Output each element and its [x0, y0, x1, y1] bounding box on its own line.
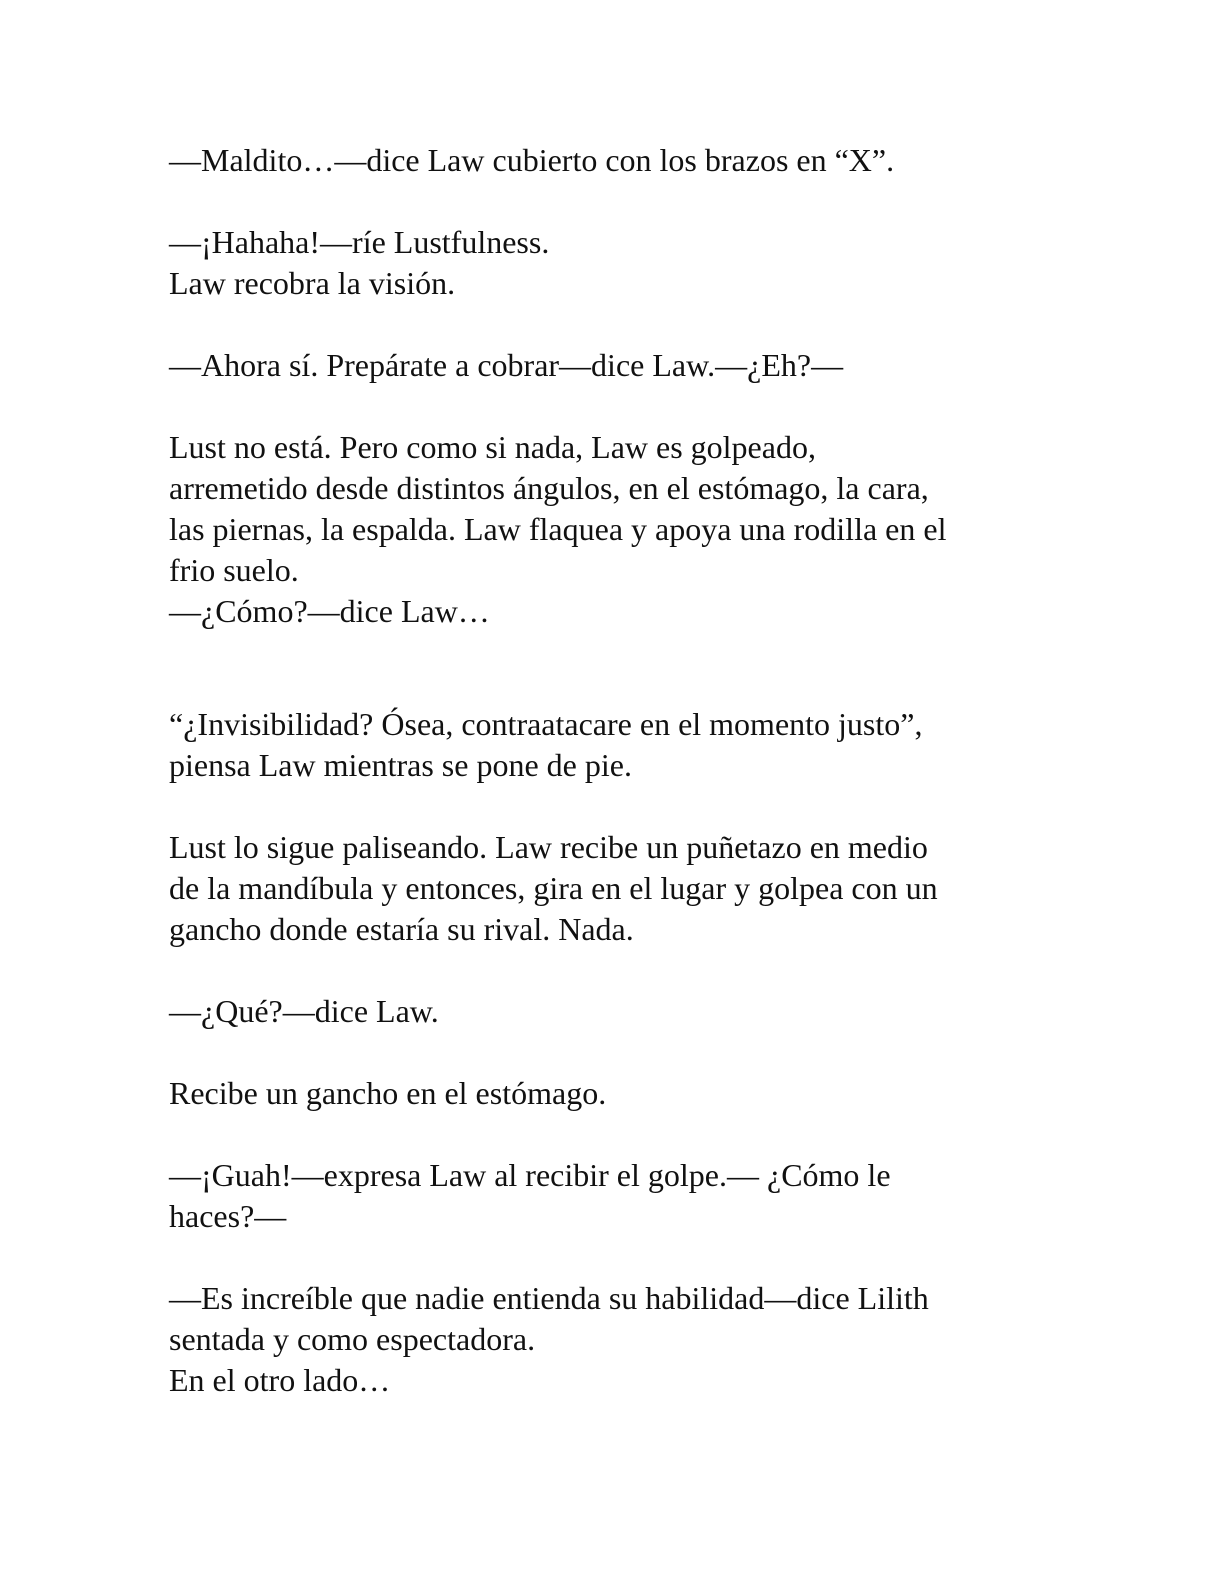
text-line: Recibe un gancho en el estómago. — [169, 1075, 607, 1111]
text-line: —¡Guah!—expresa Law al recibir el golpe.— ¿Cómo le — [169, 1157, 891, 1193]
text-line: de la mandíbula y entonces, gira en el lugar y golpea con un — [169, 870, 938, 906]
text-line: —Maldito…—dice Law cubierto con los brazos en “X”. — [169, 142, 895, 178]
text-line: —¿Cómo?—dice Law… — [169, 593, 490, 629]
text-line: —Ahora sí. Prepárate a cobrar—dice Law.—¿Eh?— — [169, 347, 844, 383]
text-line: piensa Law mientras se pone de pie. — [169, 747, 632, 783]
text-line: En el otro lado… — [169, 1362, 391, 1398]
text-line: Law recobra la visión. — [169, 265, 456, 301]
text-line: las piernas, la espalda. Law flaquea y apoya una rodilla en el — [169, 511, 947, 547]
text-line: —Es increíble que nadie entienda su habilidad—dice Lilith — [169, 1280, 929, 1316]
text-line: “¿Invisibilidad? Ósea, contraatacare en el momento justo”, — [169, 706, 923, 742]
text-line: frio suelo. — [169, 552, 299, 588]
text-line: arremetido desde distintos ángulos, en el estómago, la cara, — [169, 470, 929, 506]
text-line: —¿Qué?—dice Law. — [169, 993, 439, 1029]
text-line: Lust no está. Pero como si nada, Law es golpeado, — [169, 429, 816, 465]
text-line: —¡Hahaha!—ríe Lustfulness. — [169, 224, 550, 260]
text-line: Lust lo sigue paliseando. Law recibe un puñetazo en medio — [169, 829, 928, 865]
text-line: haces?— — [169, 1198, 287, 1234]
text-line: sentada y como espectadora. — [169, 1321, 536, 1357]
text-line: gancho donde estaría su rival. Nada. — [169, 911, 634, 947]
